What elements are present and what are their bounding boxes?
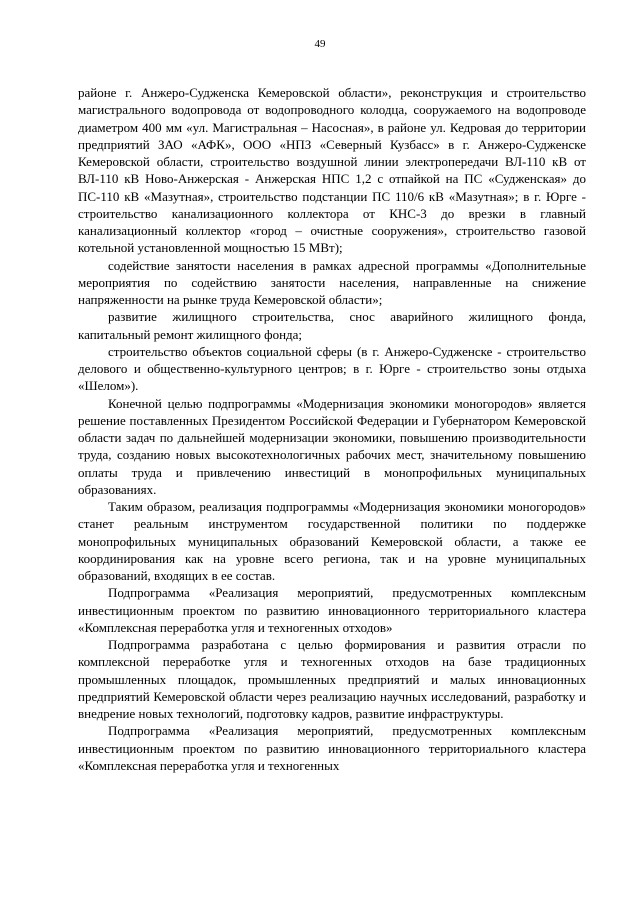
paragraph-5: Конечной целью подпрограммы «Модернизация экономики моногородов» является решение поставленных Президентом Российской Федерации и Губернатором Кемеровской области задач по дальнейшей модернизации экономики, повышению производительности труда, созданию новых высокотехнологичных рабочих мест, значительному повышению оплаты труда и привлечению инвестиций в монопрофильных муниципальных образованиях. [78, 395, 586, 497]
paragraph-9: Подпрограмма «Реализация мероприятий, предусмотренных комплексным инвестиционным проектом по развитию инновационного территориального кластера «Комплексная переработка угля и техногенных [78, 723, 586, 773]
paragraph-4: строительство объектов социальной сферы (в г. Анжеро-Судженске - строительство делового и общественно-культурного центров; в г. Юрге - строительство зоны отдыха «Шелом»). [78, 343, 586, 394]
paragraph-6: Таким образом, реализация подпрограммы «Модернизация экономики моногородов» станет реальным инструментом государственной политики по поддержке монопрофильных муниципальных образований Кемеровской области, а также ее координирования как на уровне всего региона, так и на уровне муниципальных образований, входящих в ее состав. [78, 499, 586, 583]
paragraph-8: Подпрограмма разработана с целью формирования и развития отрасли по комплексной переработке угля и техногенных отходов на базе традиционных промышленных площадок, промышленных предприятий и малых инновационных предприятий Кемеровской области через реализацию научных исследований, разработку и внедрение новых технологий, подготовку кадров, развитие инфраструктуры. [78, 637, 586, 721]
paragraph-2: содействие занятости населения в рамках адресной программы «Дополнительные мероприятия по содействию занятости населения, направленные на снижение напряженности на рынке труда Кемеровской области»; [78, 257, 586, 307]
document-body [78, 84, 586, 774]
page-number: 49 [314, 38, 326, 50]
paragraph-3: развитие жилищного строительства, снос аварийного жилищного фонда, капитальный ремонт жилищного фонда; [78, 309, 586, 342]
paragraph-1: районе г. Анжеро-Судженска Кемеровской области», реконструкция и строительство магистрального водопровода от водопроводного колодца, сооружаемого на водопроводе диаметром 400 мм «ул. Магистральная – Насосная», в районе ул. Кедровая до территории предприятий ЗАО «АФК», ООО «НПЗ «Северный Кузбасс» в г. Анжеро-Судженске Кемеровской области, строительство воздушной линии электропередачи ВЛ-110 кВ от ВЛ-110 кВ Ново-Анжерская - Анжерская НПС 1,2 с отпайкой на ПС «Судженская» до ПС-110 кВ «Мазутная», строительство подстанции ПС 110/6 кВ «Мазутная»; в г. Юрге - строительство канализационного коллектора от КНС-3 до врезки в главный канализационный коллектор «город – очистные сооружения», строительство газовой котельной установленной мощностью 15 МВт); [78, 85, 586, 256]
subprogram-heading: Подпрограмма «Реализация мероприятий, предусмотренных комплексным инвестиционным проектом по развитию инновационного территориального кластера «Комплексная переработка угля и техногенных отходов» [78, 585, 586, 635]
